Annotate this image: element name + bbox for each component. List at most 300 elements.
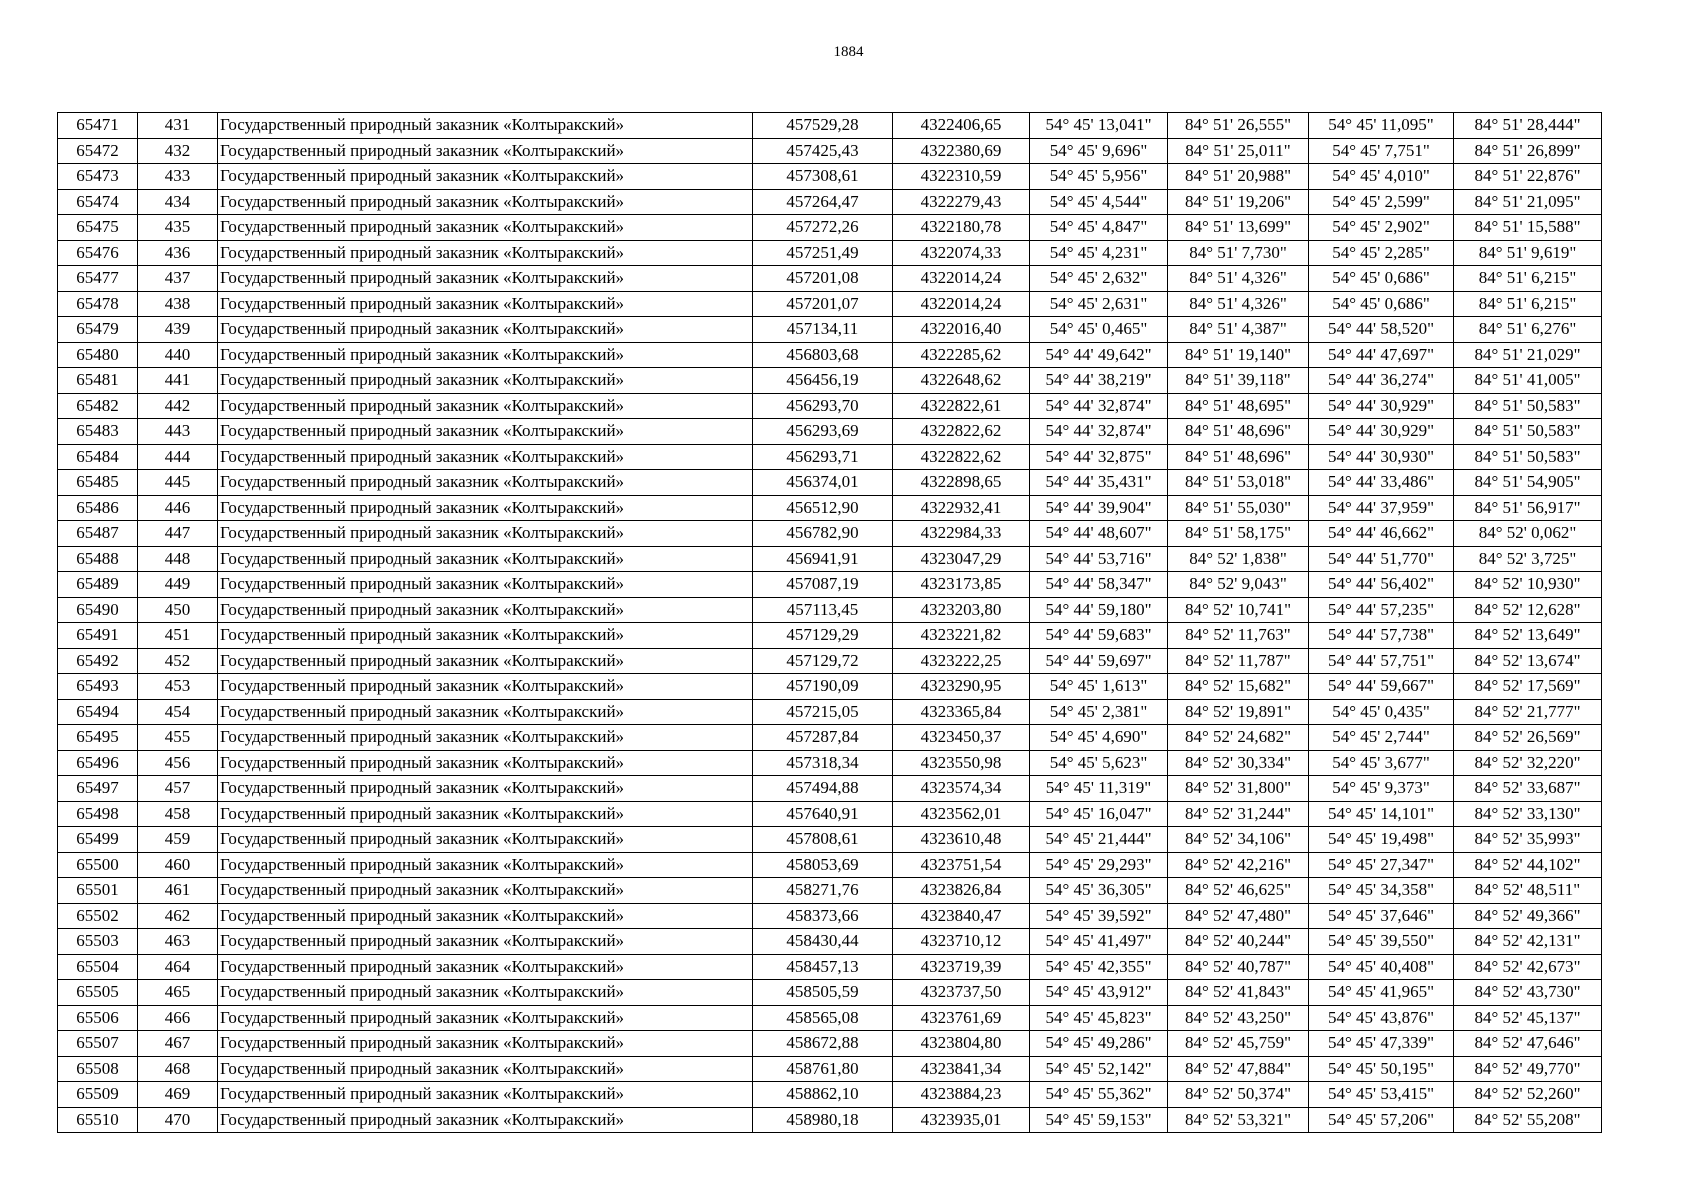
table-row [58,240,1602,266]
latitude-2-cell: 54° 44' 46,662" [1309,521,1454,547]
longitude-2-cell: 84° 52' 13,649" [1454,623,1602,649]
object-name-cell: Государственный природный заказник «Колтыракский» [218,240,753,266]
longitude-2-cell: 84° 52' 35,993" [1454,827,1602,853]
object-name-cell: Государственный природный заказник «Колтыракский» [218,470,753,496]
object-name-cell: Государственный природный заказник «Колтыракский» [218,495,753,521]
table-body [58,113,1602,1133]
latitude-2-cell: 54° 45' 2,599" [1309,189,1454,215]
latitude-1-cell: 54° 45' 43,912" [1030,980,1168,1006]
object-name-cell: Государственный природный заказник «Колтыракский» [218,521,753,547]
table-row [58,903,1602,929]
table-row [58,954,1602,980]
latitude-1-cell: 54° 44' 38,219" [1030,368,1168,394]
point-number-cell: 457 [138,776,218,802]
record-id-cell: 65510 [58,1107,138,1133]
x-coordinate-cell: 457318,34 [753,750,893,776]
y-coordinate-cell: 4323290,95 [893,674,1030,700]
y-coordinate-cell: 4323826,84 [893,878,1030,904]
object-name-cell: Государственный природный заказник «Колтыракский» [218,1031,753,1057]
longitude-2-cell: 84° 51' 41,005" [1454,368,1602,394]
table-row [58,1056,1602,1082]
longitude-2-cell: 84° 52' 45,137" [1454,1005,1602,1031]
latitude-2-cell: 54° 44' 59,667" [1309,674,1454,700]
longitude-1-cell: 84° 51' 4,387" [1168,317,1309,343]
table-row [58,852,1602,878]
point-number-cell: 449 [138,572,218,598]
point-number-cell: 434 [138,189,218,215]
object-name-cell: Государственный природный заказник «Колтыракский» [218,419,753,445]
latitude-2-cell: 54° 45' 0,435" [1309,699,1454,725]
y-coordinate-cell: 4322180,78 [893,215,1030,241]
object-name-cell: Государственный природный заказник «Колтыракский» [218,903,753,929]
y-coordinate-cell: 4322932,41 [893,495,1030,521]
object-name-cell: Государственный природный заказник «Колтыракский» [218,878,753,904]
x-coordinate-cell: 457494,88 [753,776,893,802]
longitude-1-cell: 84° 51' 53,018" [1168,470,1309,496]
latitude-1-cell: 54° 45' 2,381" [1030,699,1168,725]
x-coordinate-cell: 457264,47 [753,189,893,215]
x-coordinate-cell: 457529,28 [753,113,893,139]
point-number-cell: 448 [138,546,218,572]
table-row [58,776,1602,802]
y-coordinate-cell: 4323450,37 [893,725,1030,751]
longitude-1-cell: 84° 52' 50,374" [1168,1082,1309,1108]
point-number-cell: 462 [138,903,218,929]
y-coordinate-cell: 4322014,24 [893,266,1030,292]
table-row [58,393,1602,419]
object-name-cell: Государственный природный заказник «Колтыракский» [218,1056,753,1082]
table-row [58,138,1602,164]
latitude-2-cell: 54° 44' 47,697" [1309,342,1454,368]
record-id-cell: 65476 [58,240,138,266]
point-number-cell: 470 [138,1107,218,1133]
latitude-2-cell: 54° 45' 2,744" [1309,725,1454,751]
longitude-1-cell: 84° 52' 9,043" [1168,572,1309,598]
longitude-1-cell: 84° 51' 19,140" [1168,342,1309,368]
longitude-1-cell: 84° 52' 43,250" [1168,1005,1309,1031]
latitude-2-cell: 54° 44' 33,486" [1309,470,1454,496]
longitude-1-cell: 84° 51' 55,030" [1168,495,1309,521]
latitude-1-cell: 54° 44' 59,697" [1030,648,1168,674]
latitude-1-cell: 54° 45' 9,696" [1030,138,1168,164]
table-row [58,1082,1602,1108]
longitude-2-cell: 84° 51' 6,215" [1454,291,1602,317]
latitude-2-cell: 54° 45' 41,965" [1309,980,1454,1006]
point-number-cell: 439 [138,317,218,343]
latitude-1-cell: 54° 44' 48,607" [1030,521,1168,547]
object-name-cell: Государственный природный заказник «Колтыракский» [218,546,753,572]
point-number-cell: 459 [138,827,218,853]
longitude-1-cell: 84° 51' 48,696" [1168,444,1309,470]
y-coordinate-cell: 4323737,50 [893,980,1030,1006]
longitude-1-cell: 84° 51' 4,326" [1168,291,1309,317]
longitude-2-cell: 84° 51' 54,905" [1454,470,1602,496]
point-number-cell: 456 [138,750,218,776]
record-id-cell: 65509 [58,1082,138,1108]
latitude-2-cell: 54° 45' 4,010" [1309,164,1454,190]
record-id-cell: 65489 [58,572,138,598]
latitude-1-cell: 54° 44' 32,875" [1030,444,1168,470]
record-id-cell: 65504 [58,954,138,980]
point-number-cell: 463 [138,929,218,955]
y-coordinate-cell: 4322648,62 [893,368,1030,394]
y-coordinate-cell: 4322016,40 [893,317,1030,343]
latitude-2-cell: 54° 44' 36,274" [1309,368,1454,394]
record-id-cell: 65493 [58,674,138,700]
record-id-cell: 65475 [58,215,138,241]
longitude-2-cell: 84° 51' 6,276" [1454,317,1602,343]
object-name-cell: Государственный природный заказник «Колтыракский» [218,113,753,139]
record-id-cell: 65483 [58,419,138,445]
longitude-2-cell: 84° 51' 50,583" [1454,419,1602,445]
record-id-cell: 65502 [58,903,138,929]
y-coordinate-cell: 4323610,48 [893,827,1030,853]
latitude-2-cell: 54° 45' 14,101" [1309,801,1454,827]
object-name-cell: Государственный природный заказник «Колтыракский» [218,393,753,419]
latitude-1-cell: 54° 45' 55,362" [1030,1082,1168,1108]
object-name-cell: Государственный природный заказник «Колтыракский» [218,929,753,955]
record-id-cell: 65482 [58,393,138,419]
longitude-2-cell: 84° 51' 9,619" [1454,240,1602,266]
object-name-cell: Государственный природный заказник «Колтыракский» [218,138,753,164]
table-row [58,929,1602,955]
y-coordinate-cell: 4322406,65 [893,113,1030,139]
x-coordinate-cell: 458761,80 [753,1056,893,1082]
x-coordinate-cell: 457134,11 [753,317,893,343]
longitude-2-cell: 84° 52' 21,777" [1454,699,1602,725]
latitude-1-cell: 54° 45' 4,544" [1030,189,1168,215]
record-id-cell: 65472 [58,138,138,164]
latitude-2-cell: 54° 45' 2,285" [1309,240,1454,266]
y-coordinate-cell: 4323751,54 [893,852,1030,878]
latitude-1-cell: 54° 44' 58,347" [1030,572,1168,598]
table-row [58,980,1602,1006]
longitude-2-cell: 84° 51' 50,583" [1454,393,1602,419]
x-coordinate-cell: 457129,72 [753,648,893,674]
point-number-cell: 446 [138,495,218,521]
latitude-2-cell: 54° 45' 3,677" [1309,750,1454,776]
longitude-1-cell: 84° 51' 13,699" [1168,215,1309,241]
latitude-2-cell: 54° 45' 50,195" [1309,1056,1454,1082]
table-row [58,495,1602,521]
y-coordinate-cell: 4323562,01 [893,801,1030,827]
latitude-1-cell: 54° 44' 39,904" [1030,495,1168,521]
x-coordinate-cell: 458862,10 [753,1082,893,1108]
latitude-1-cell: 54° 45' 1,613" [1030,674,1168,700]
point-number-cell: 458 [138,801,218,827]
longitude-1-cell: 84° 52' 30,334" [1168,750,1309,776]
x-coordinate-cell: 458430,44 [753,929,893,955]
record-id-cell: 65492 [58,648,138,674]
latitude-2-cell: 54° 45' 11,095" [1309,113,1454,139]
latitude-1-cell: 54° 45' 2,632" [1030,266,1168,292]
latitude-1-cell: 54° 44' 32,874" [1030,419,1168,445]
longitude-1-cell: 84° 52' 42,216" [1168,852,1309,878]
record-id-cell: 65498 [58,801,138,827]
latitude-2-cell: 54° 45' 47,339" [1309,1031,1454,1057]
longitude-2-cell: 84° 52' 49,366" [1454,903,1602,929]
y-coordinate-cell: 4323222,25 [893,648,1030,674]
page-number: 1884 [833,44,864,60]
y-coordinate-cell: 4322285,62 [893,342,1030,368]
point-number-cell: 431 [138,113,218,139]
point-number-cell: 442 [138,393,218,419]
latitude-1-cell: 54° 45' 4,690" [1030,725,1168,751]
point-number-cell: 453 [138,674,218,700]
object-name-cell: Государственный природный заказник «Колтыракский» [218,266,753,292]
longitude-2-cell: 84° 52' 44,102" [1454,852,1602,878]
record-id-cell: 65496 [58,750,138,776]
y-coordinate-cell: 4323365,84 [893,699,1030,725]
record-id-cell: 65488 [58,546,138,572]
record-id-cell: 65481 [58,368,138,394]
y-coordinate-cell: 4322898,65 [893,470,1030,496]
latitude-1-cell: 54° 44' 35,431" [1030,470,1168,496]
latitude-2-cell: 54° 44' 30,930" [1309,444,1454,470]
longitude-1-cell: 84° 52' 10,741" [1168,597,1309,623]
table-row [58,113,1602,139]
table-row [58,342,1602,368]
x-coordinate-cell: 458980,18 [753,1107,893,1133]
longitude-1-cell: 84° 52' 45,759" [1168,1031,1309,1057]
x-coordinate-cell: 457129,29 [753,623,893,649]
y-coordinate-cell: 4322984,33 [893,521,1030,547]
table-row [58,623,1602,649]
object-name-cell: Государственный природный заказник «Колтыракский» [218,317,753,343]
latitude-2-cell: 54° 45' 19,498" [1309,827,1454,853]
y-coordinate-cell: 4322279,43 [893,189,1030,215]
latitude-1-cell: 54° 45' 45,823" [1030,1005,1168,1031]
table-row [58,750,1602,776]
longitude-2-cell: 84° 51' 26,899" [1454,138,1602,164]
object-name-cell: Государственный природный заказник «Колтыракский» [218,597,753,623]
table-row [58,674,1602,700]
object-name-cell: Государственный природный заказник «Колтыракский» [218,215,753,241]
object-name-cell: Государственный природный заказник «Колтыракский» [218,827,753,853]
longitude-1-cell: 84° 52' 31,244" [1168,801,1309,827]
y-coordinate-cell: 4323841,34 [893,1056,1030,1082]
record-id-cell: 65471 [58,113,138,139]
longitude-2-cell: 84° 52' 43,730" [1454,980,1602,1006]
x-coordinate-cell: 456293,70 [753,393,893,419]
point-number-cell: 433 [138,164,218,190]
latitude-1-cell: 54° 45' 29,293" [1030,852,1168,878]
x-coordinate-cell: 457201,08 [753,266,893,292]
x-coordinate-cell: 457640,91 [753,801,893,827]
y-coordinate-cell: 4322822,62 [893,419,1030,445]
y-coordinate-cell: 4322822,62 [893,444,1030,470]
record-id-cell: 65486 [58,495,138,521]
longitude-2-cell: 84° 52' 32,220" [1454,750,1602,776]
y-coordinate-cell: 4323047,29 [893,546,1030,572]
y-coordinate-cell: 4322310,59 [893,164,1030,190]
point-number-cell: 460 [138,852,218,878]
x-coordinate-cell: 456782,90 [753,521,893,547]
record-id-cell: 65494 [58,699,138,725]
table-row [58,215,1602,241]
longitude-1-cell: 84° 51' 20,988" [1168,164,1309,190]
y-coordinate-cell: 4323719,39 [893,954,1030,980]
object-name-cell: Государственный природный заказник «Колтыракский» [218,1082,753,1108]
record-id-cell: 65480 [58,342,138,368]
y-coordinate-cell: 4323840,47 [893,903,1030,929]
x-coordinate-cell: 457113,45 [753,597,893,623]
latitude-2-cell: 54° 44' 30,929" [1309,419,1454,445]
longitude-2-cell: 84° 51' 21,095" [1454,189,1602,215]
latitude-2-cell: 54° 45' 40,408" [1309,954,1454,980]
longitude-1-cell: 84° 52' 40,787" [1168,954,1309,980]
x-coordinate-cell: 458373,66 [753,903,893,929]
object-name-cell: Государственный природный заказник «Колтыракский» [218,342,753,368]
object-name-cell: Государственный природный заказник «Колтыракский» [218,725,753,751]
x-coordinate-cell: 458053,69 [753,852,893,878]
point-number-cell: 444 [138,444,218,470]
table-row [58,827,1602,853]
x-coordinate-cell: 457425,43 [753,138,893,164]
x-coordinate-cell: 457287,84 [753,725,893,751]
table-row [58,419,1602,445]
latitude-1-cell: 54° 44' 59,180" [1030,597,1168,623]
object-name-cell: Государственный природный заказник «Колтыракский» [218,750,753,776]
latitude-2-cell: 54° 45' 53,415" [1309,1082,1454,1108]
x-coordinate-cell: 457215,05 [753,699,893,725]
latitude-1-cell: 54° 45' 11,319" [1030,776,1168,802]
latitude-1-cell: 54° 45' 39,592" [1030,903,1168,929]
longitude-1-cell: 84° 52' 11,763" [1168,623,1309,649]
latitude-1-cell: 54° 45' 42,355" [1030,954,1168,980]
table-row [58,266,1602,292]
latitude-2-cell: 54° 45' 0,686" [1309,291,1454,317]
y-coordinate-cell: 4323173,85 [893,572,1030,598]
latitude-1-cell: 54° 45' 0,465" [1030,317,1168,343]
y-coordinate-cell: 4323203,80 [893,597,1030,623]
table-row [58,572,1602,598]
point-number-cell: 465 [138,980,218,1006]
latitude-1-cell: 54° 45' 5,956" [1030,164,1168,190]
record-id-cell: 65505 [58,980,138,1006]
table-row [58,597,1602,623]
longitude-2-cell: 84° 52' 49,770" [1454,1056,1602,1082]
longitude-2-cell: 84° 51' 50,583" [1454,444,1602,470]
latitude-1-cell: 54° 45' 36,305" [1030,878,1168,904]
record-id-cell: 65500 [58,852,138,878]
longitude-1-cell: 84° 51' 48,696" [1168,419,1309,445]
object-name-cell: Государственный природный заказник «Колтыракский» [218,444,753,470]
x-coordinate-cell: 456456,19 [753,368,893,394]
record-id-cell: 65477 [58,266,138,292]
y-coordinate-cell: 4322822,61 [893,393,1030,419]
record-id-cell: 65501 [58,878,138,904]
point-number-cell: 441 [138,368,218,394]
latitude-1-cell: 54° 44' 59,683" [1030,623,1168,649]
point-number-cell: 461 [138,878,218,904]
longitude-2-cell: 84° 52' 26,569" [1454,725,1602,751]
x-coordinate-cell: 458271,76 [753,878,893,904]
latitude-2-cell: 54° 45' 34,358" [1309,878,1454,904]
object-name-cell: Государственный природный заказник «Колтыракский» [218,852,753,878]
table-row [58,546,1602,572]
record-id-cell: 65478 [58,291,138,317]
y-coordinate-cell: 4323550,98 [893,750,1030,776]
y-coordinate-cell: 4322014,24 [893,291,1030,317]
x-coordinate-cell: 458505,59 [753,980,893,1006]
latitude-2-cell: 54° 45' 37,646" [1309,903,1454,929]
record-id-cell: 65503 [58,929,138,955]
point-number-cell: 445 [138,470,218,496]
longitude-1-cell: 84° 52' 40,244" [1168,929,1309,955]
longitude-2-cell: 84° 52' 17,569" [1454,674,1602,700]
latitude-1-cell: 54° 44' 49,642" [1030,342,1168,368]
latitude-2-cell: 54° 45' 9,373" [1309,776,1454,802]
object-name-cell: Государственный природный заказник «Колтыракский» [218,291,753,317]
latitude-1-cell: 54° 45' 41,497" [1030,929,1168,955]
x-coordinate-cell: 456293,71 [753,444,893,470]
longitude-1-cell: 84° 51' 26,555" [1168,113,1309,139]
point-number-cell: 440 [138,342,218,368]
table-row [58,878,1602,904]
longitude-2-cell: 84° 52' 47,646" [1454,1031,1602,1057]
latitude-2-cell: 54° 45' 0,686" [1309,266,1454,292]
table-row [58,725,1602,751]
record-id-cell: 65490 [58,597,138,623]
longitude-1-cell: 84° 51' 48,695" [1168,393,1309,419]
x-coordinate-cell: 456374,01 [753,470,893,496]
table-row [58,1107,1602,1133]
x-coordinate-cell: 456512,90 [753,495,893,521]
record-id-cell: 65484 [58,444,138,470]
object-name-cell: Государственный природный заказник «Колтыракский» [218,699,753,725]
table-row [58,444,1602,470]
point-number-cell: 466 [138,1005,218,1031]
x-coordinate-cell: 456293,69 [753,419,893,445]
latitude-2-cell: 54° 45' 57,206" [1309,1107,1454,1133]
point-number-cell: 447 [138,521,218,547]
y-coordinate-cell: 4323574,34 [893,776,1030,802]
longitude-2-cell: 84° 52' 42,673" [1454,954,1602,980]
object-name-cell: Государственный природный заказник «Колтыракский» [218,189,753,215]
latitude-2-cell: 54° 44' 57,235" [1309,597,1454,623]
latitude-1-cell: 54° 45' 4,847" [1030,215,1168,241]
table-row [58,368,1602,394]
latitude-2-cell: 54° 44' 57,751" [1309,648,1454,674]
longitude-2-cell: 84° 52' 3,725" [1454,546,1602,572]
object-name-cell: Государственный природный заказник «Колтыракский» [218,776,753,802]
table-row [58,801,1602,827]
longitude-2-cell: 84° 52' 42,131" [1454,929,1602,955]
x-coordinate-cell: 458565,08 [753,1005,893,1031]
object-name-cell: Государственный природный заказник «Колтыракский» [218,954,753,980]
object-name-cell: Государственный природный заказник «Колтыракский» [218,572,753,598]
point-number-cell: 432 [138,138,218,164]
longitude-1-cell: 84° 51' 25,011" [1168,138,1309,164]
y-coordinate-cell: 4322380,69 [893,138,1030,164]
point-number-cell: 464 [138,954,218,980]
record-id-cell: 65491 [58,623,138,649]
longitude-2-cell: 84° 51' 28,444" [1454,113,1602,139]
longitude-2-cell: 84° 52' 13,674" [1454,648,1602,674]
longitude-1-cell: 84° 52' 46,625" [1168,878,1309,904]
point-number-cell: 454 [138,699,218,725]
latitude-1-cell: 54° 45' 5,623" [1030,750,1168,776]
x-coordinate-cell: 457190,09 [753,674,893,700]
longitude-1-cell: 84° 52' 47,480" [1168,903,1309,929]
longitude-2-cell: 84° 52' 10,930" [1454,572,1602,598]
latitude-2-cell: 54° 45' 27,347" [1309,852,1454,878]
longitude-1-cell: 84° 52' 19,891" [1168,699,1309,725]
longitude-2-cell: 84° 51' 6,215" [1454,266,1602,292]
latitude-1-cell: 54° 44' 53,716" [1030,546,1168,572]
object-name-cell: Государственный природный заказник «Колтыракский» [218,368,753,394]
